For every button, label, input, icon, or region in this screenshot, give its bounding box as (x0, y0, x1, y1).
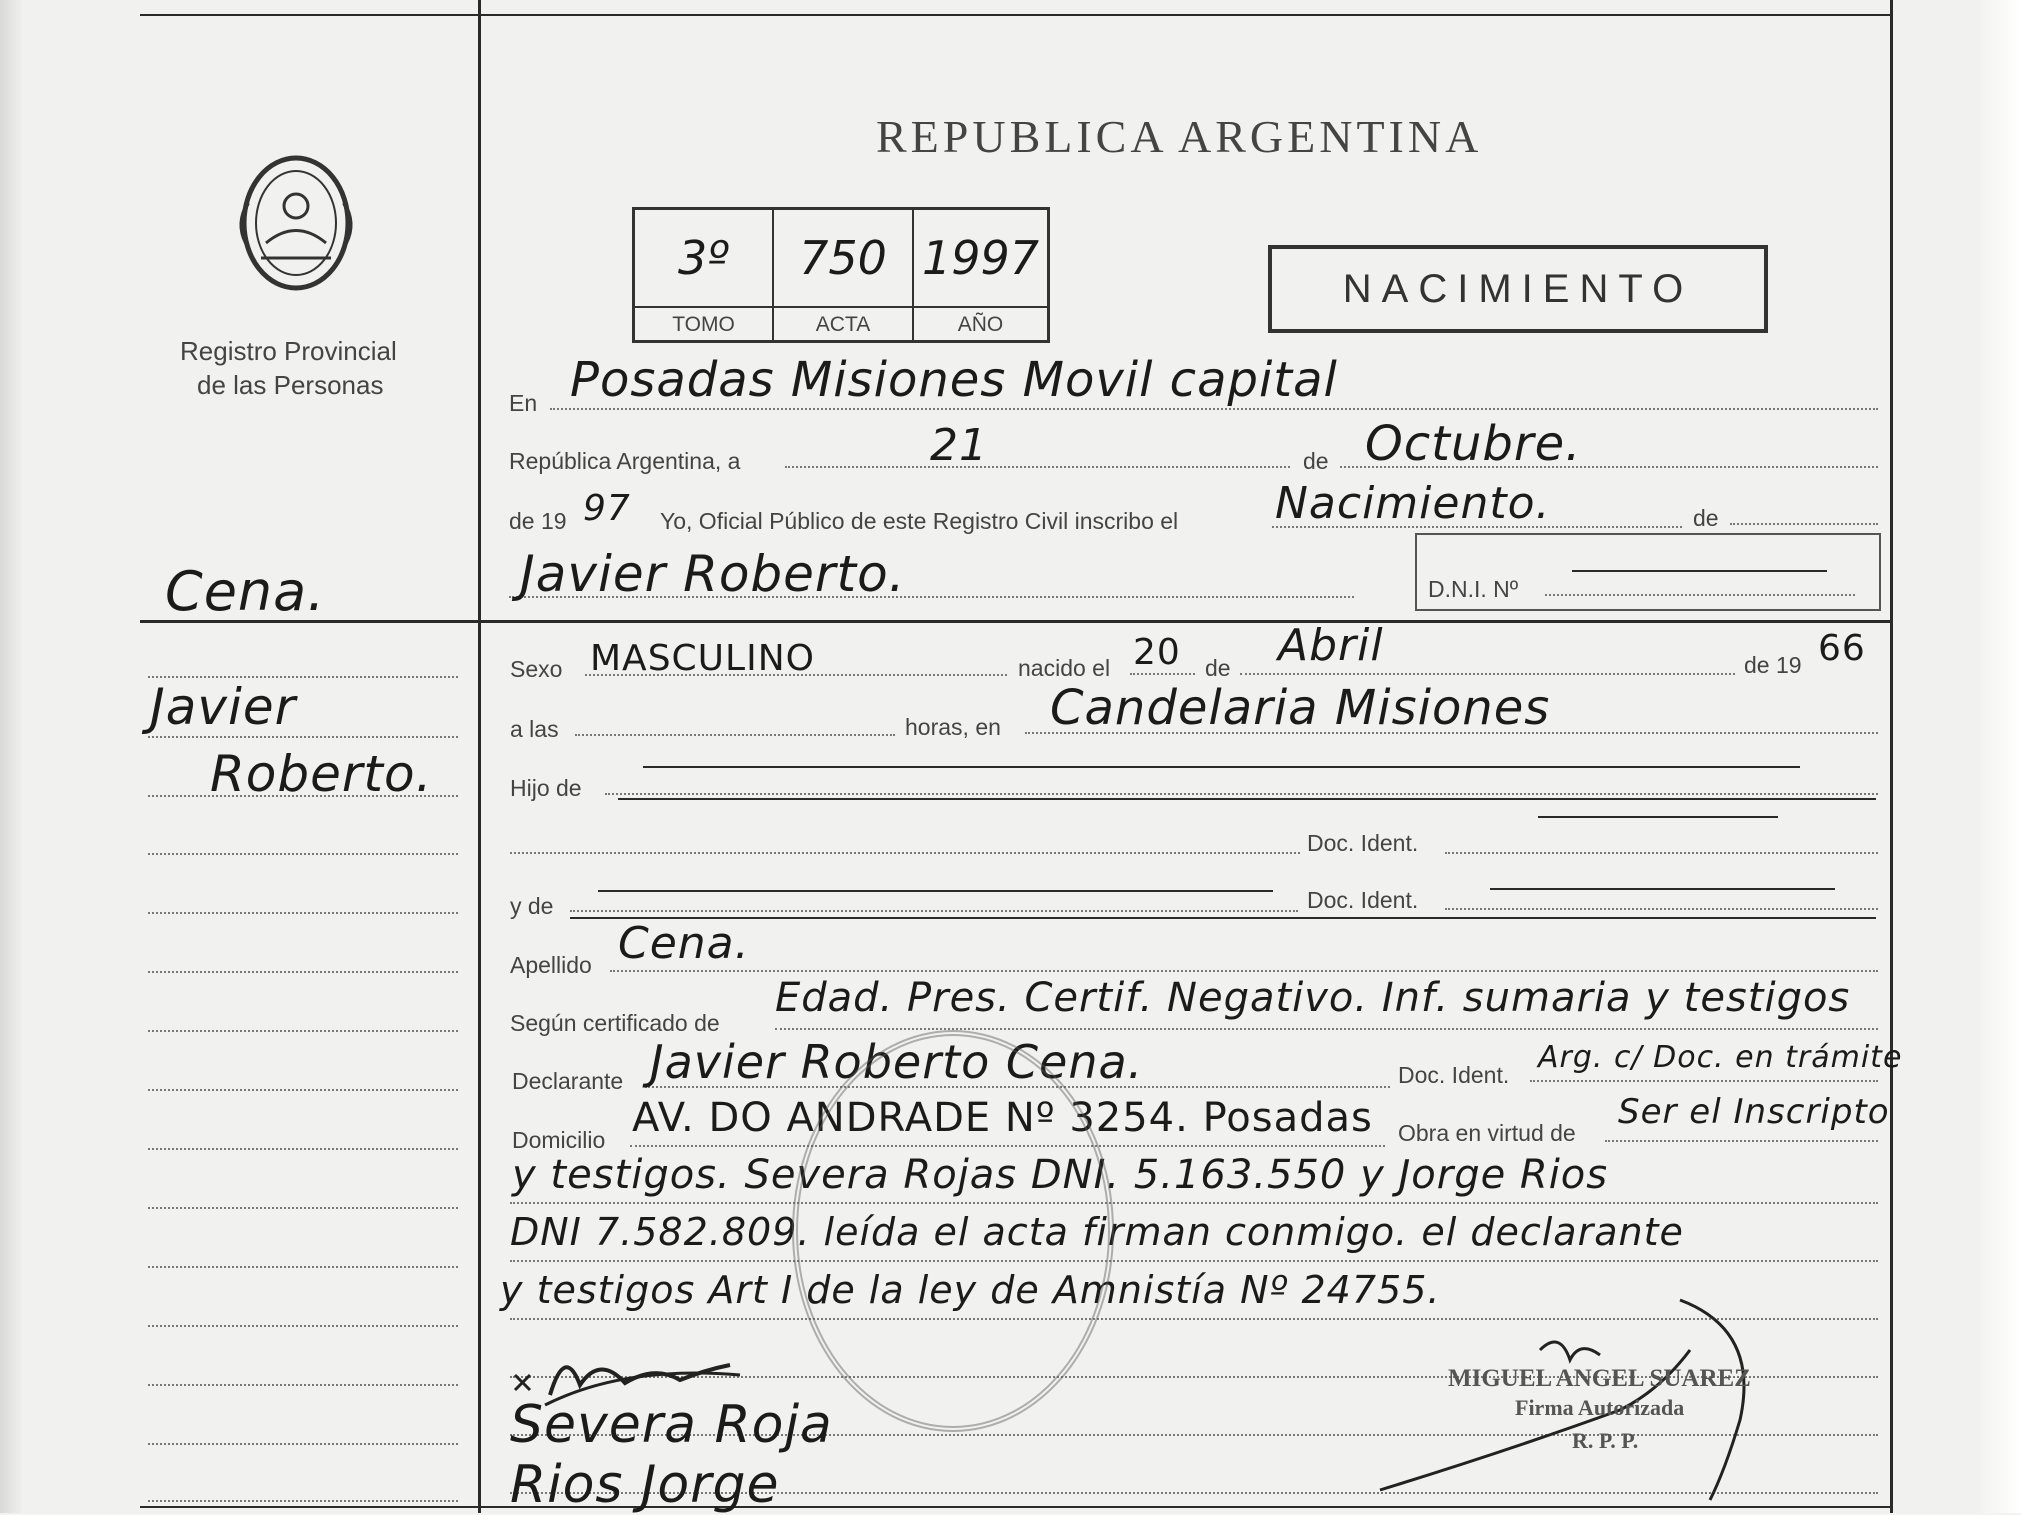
margin-line (148, 1207, 458, 1209)
registration-month: Octubre. (1365, 416, 1582, 472)
registry-name-line1: Registro Provincial (180, 336, 397, 366)
notes-line-3-text: y testigos Art I de la ley de Amnistía Nº 24755. (500, 1268, 1441, 1312)
mother-line (570, 910, 1298, 912)
doc-ident-label-2: Doc. Ident. (1307, 887, 1419, 913)
de19-label: de 19 (509, 508, 567, 534)
domicilio-label: Domicilio (512, 1127, 606, 1153)
birth-month-line (1240, 673, 1735, 675)
obra-label: Obra en virtud de (1398, 1120, 1576, 1146)
margin-line (148, 853, 458, 855)
nacido-label: nacido el (1018, 655, 1111, 681)
declarant-doc: Arg. c/ Doc. en trámite (1538, 1040, 1903, 1075)
father-strike (643, 766, 1800, 768)
page-left-edge (0, 0, 22, 1513)
birth-day-line (1130, 673, 1195, 675)
registration-day: 21 (930, 420, 988, 471)
official-org: R. P. P. (1572, 1428, 1639, 1453)
act-type: Nacimiento. (1275, 478, 1551, 529)
notes-line-2 (510, 1260, 1878, 1262)
horas-label: horas, en (905, 714, 1001, 740)
doc-ident-label-3: Doc. Ident. (1398, 1062, 1510, 1088)
de-label-2: de (1693, 505, 1719, 531)
margin-line (148, 971, 458, 973)
declarante-label: Declarante (512, 1068, 624, 1094)
registration-year-suffix: 97 (583, 488, 631, 529)
oficial-label: Yo, Oficial Público de este Registro Civil inscribo el (660, 508, 1179, 534)
segun-label: Según certificado de (510, 1010, 720, 1036)
hour-line (575, 734, 895, 736)
acta-value: 750 (774, 210, 914, 306)
mother-strike-2 (570, 917, 1876, 919)
country-title: REPUBLICA ARGENTINA (876, 111, 1483, 162)
address-value: AV. DO ANDRADE Nº 3254. Posadas (632, 1095, 1373, 1141)
margin-line (148, 1443, 458, 1445)
mother-strike (598, 890, 1273, 892)
misiones-seal-icon (226, 148, 366, 298)
day-line (785, 466, 1290, 468)
declarant-value: Javier Roberto Cena. (650, 1035, 1144, 1089)
witness-signature-1: Severa Roja (510, 1395, 833, 1455)
sex-value: MASCULINO (590, 638, 815, 679)
birth-place: Candelaria Misiones (1050, 680, 1551, 736)
tomo-label: TOMO (635, 306, 774, 340)
registry-name-line2: de las Personas (197, 370, 384, 400)
obra-value: Ser el Inscripto (1618, 1092, 1890, 1132)
father-doc-strike (1538, 816, 1778, 818)
father-line (605, 793, 1878, 795)
margin-line (148, 736, 458, 738)
surname-value: Cena. (618, 918, 750, 969)
birth-year-suffix: 66 (1818, 628, 1866, 669)
notes-line-1-text: y testigos. Severa Rojas DNI. 5.163.550 y Jorge Rios (512, 1152, 1609, 1198)
margin-line (148, 912, 458, 914)
republica-label: República Argentina, a (509, 448, 741, 474)
margin-surname: Cena. (165, 560, 326, 623)
section-rule (140, 620, 1892, 623)
margin-divider (478, 0, 481, 1513)
sexo-label: Sexo (510, 656, 563, 682)
certificate-value: Edad. Pres. Certif. Negativo. Inf. sumaria y testigos (775, 975, 1851, 1021)
father-doc-line-left (510, 852, 1300, 854)
notes-line-1 (510, 1202, 1878, 1204)
margin-line (148, 1030, 458, 1032)
acta-label: ACTA (774, 306, 914, 340)
birth-day: 20 (1133, 632, 1181, 673)
a-las-label: a las (510, 716, 559, 742)
margin-line (148, 1500, 458, 1502)
y-de-label: y de (510, 893, 554, 919)
surname-line (610, 970, 1878, 972)
margin-line (148, 676, 458, 678)
document-type-box: NACIMIENTO (1268, 245, 1768, 333)
de19-label-2: de 19 (1744, 652, 1802, 678)
margin-line (148, 1266, 458, 1268)
registrant-name: Javier Roberto. (520, 545, 906, 603)
father-strike-2 (618, 798, 1876, 800)
de-line (1730, 523, 1878, 525)
apellido-label: Apellido (510, 952, 592, 978)
anio-label: AÑO (914, 306, 1047, 340)
tomo-value: 3º (635, 210, 774, 306)
registration-place: Posadas Misiones Movil capital (570, 352, 1338, 408)
father-doc-line (1445, 852, 1878, 854)
official-role: Firma Autorizada (1515, 1395, 1685, 1420)
birth-month: Abril (1278, 620, 1384, 671)
notes-line-2-text: DNI 7.582.809. leída el acta firman conmigo. el declarante (510, 1210, 1684, 1254)
mother-doc-line (1445, 908, 1878, 910)
dni-label: D.N.I. Nº (1428, 576, 1519, 602)
mother-doc-strike (1490, 888, 1835, 890)
de-label: de (1303, 448, 1329, 474)
hijo-label: Hijo de (510, 775, 582, 801)
official-name: MIGUEL ANGEL SUAREZ (1448, 1365, 1751, 1392)
margin-line (148, 1384, 458, 1386)
dni-line (1545, 594, 1855, 596)
anio-value: 1997 (921, 231, 1040, 285)
margin-line (148, 1148, 458, 1150)
top-rule (140, 14, 1892, 16)
declarant-doc-line (1530, 1080, 1878, 1082)
obra-line (1605, 1140, 1878, 1142)
margin-line (148, 1089, 458, 1091)
page-right-edge (1981, 0, 2021, 1513)
witness-signature-2: Rios Jorge (510, 1455, 780, 1515)
dni-strike (1572, 570, 1827, 572)
margin-given-name-1: Javier (150, 678, 297, 736)
margin-line (148, 1325, 458, 1327)
en-label: En (509, 390, 538, 416)
official-stamp (792, 1030, 1114, 1432)
place-line (550, 408, 1878, 410)
margin-line (148, 795, 458, 797)
de-label-3: de (1205, 655, 1231, 681)
right-border (1890, 0, 1893, 1513)
doc-ident-label: Doc. Ident. (1307, 830, 1419, 856)
registration-box (632, 207, 1050, 343)
margin-given-name-2: Roberto. (210, 745, 433, 803)
